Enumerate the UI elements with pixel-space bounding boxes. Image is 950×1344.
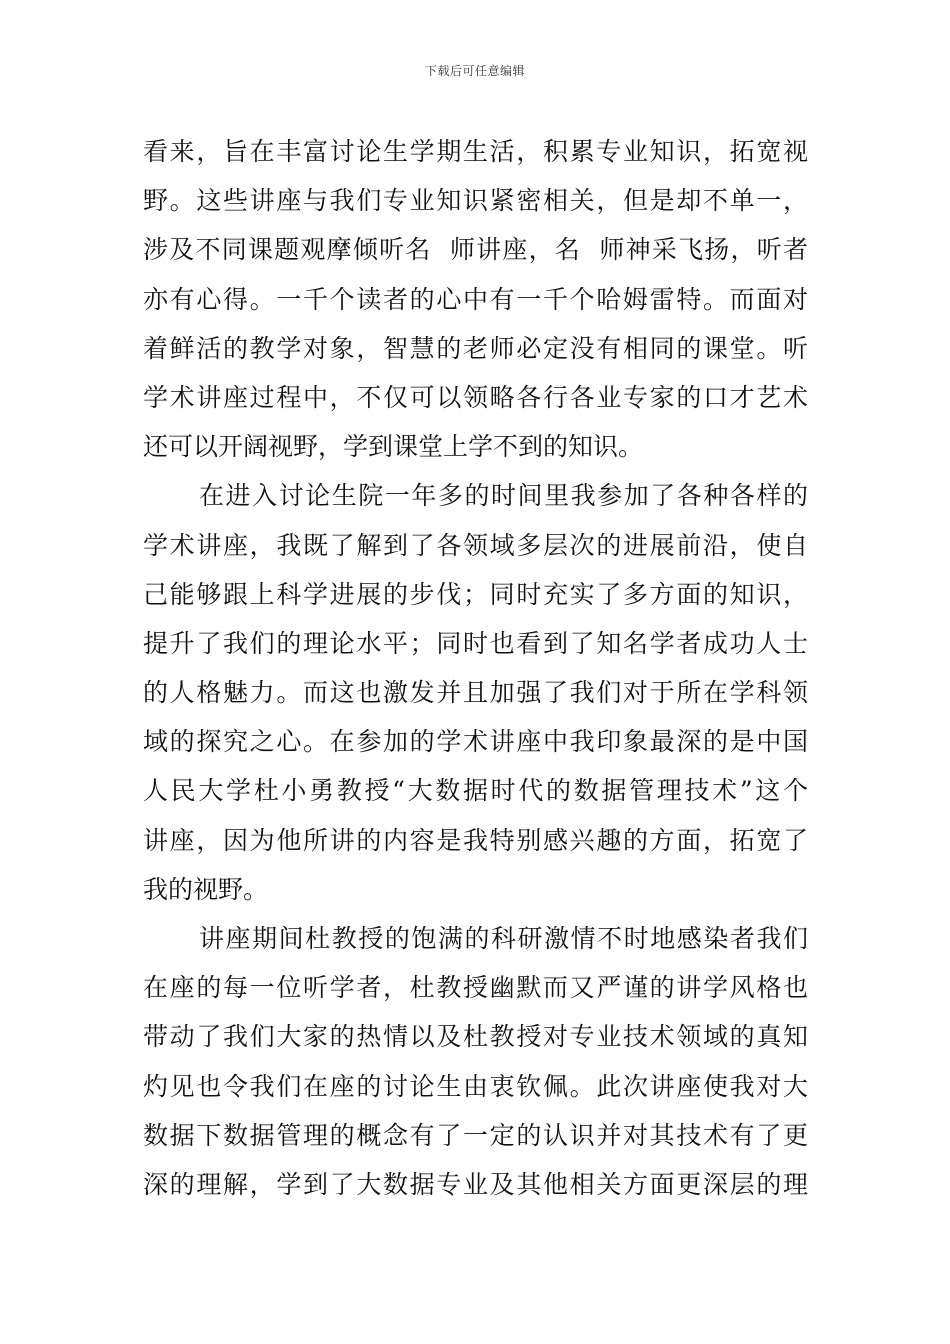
text-line: 在进入讨论生院一年多的时间里我参加了各种各样的 [199, 481, 808, 511]
paragraph-2 [143, 471, 808, 914]
text-line: 的人格魅力。而这也激发并且加强了我们对于所在学科领 [143, 678, 808, 708]
text-line: 学术讲座，我既了解到了各领域多层次的进展前沿，使自 [143, 530, 808, 560]
text-line: 学术讲座过程中，不仅可以领略各行各业专家的口才艺术 [143, 382, 808, 412]
text-line: 看来，旨在丰富讨论生学期生活，积累专业知识，拓宽视 [143, 137, 808, 166]
text-line: 亦有心得。一千个读者的心中有一千个哈姆雷特。而面对 [143, 284, 808, 314]
text-line: 人民大学杜小勇教授“大数据时代的数据管理技术”这个 [143, 776, 808, 806]
text-line: 数据下数据管理的概念有了一定的认识并对其技术有了更 [143, 1120, 808, 1150]
text-line: 野。这些讲座与我们专业知识紧密相关，但是却不单一， [143, 186, 808, 216]
text-line: 己能够跟上科学进展的步伐；同时充实了多方面的知识， [143, 579, 808, 609]
text-line: 我的视野。 [143, 874, 269, 904]
text-line: 域的探究之心。在参加的学术讲座中我印象最深的是中国 [143, 727, 808, 757]
text-line: 灼见也令我们在座的讨论生由衷钦佩。此次讲座使我对大 [143, 1071, 808, 1101]
text-line: 讲座期间杜教授的饱满的科研激情不时地感染者我们 [199, 924, 808, 953]
text-line: 着鲜活的教学对象，智慧的老师必定没有相同的课堂。听 [143, 333, 808, 363]
paragraph-1 [143, 127, 808, 471]
body-text [143, 127, 808, 1209]
paragraph-3 [143, 914, 808, 1209]
page-header: 下载后可任意编辑 [424, 64, 525, 78]
text-line: 涉及不同课题观摩倾听名 师讲座，名 师神采飞扬，听者 [143, 235, 808, 265]
text-line: 讲座，因为他所讲的内容是我特别感兴趣的方面，拓宽了 [143, 825, 808, 855]
text-line: 带动了我们大家的热情以及杜教授对专业技术领域的真知 [143, 1022, 808, 1052]
text-line: 提升了我们的理论水平；同时也看到了知名学者成功人士 [143, 628, 808, 658]
text-line: 深的理解，学到了大数据专业及其他相关方面更深层的理 [143, 1169, 808, 1199]
text-line: 还可以开阔视野，学到课堂上学不到的知识。 [143, 432, 644, 462]
text-line: 在座的每一位听学者，杜教授幽默而又严谨的讲学风格也 [143, 973, 808, 1003]
